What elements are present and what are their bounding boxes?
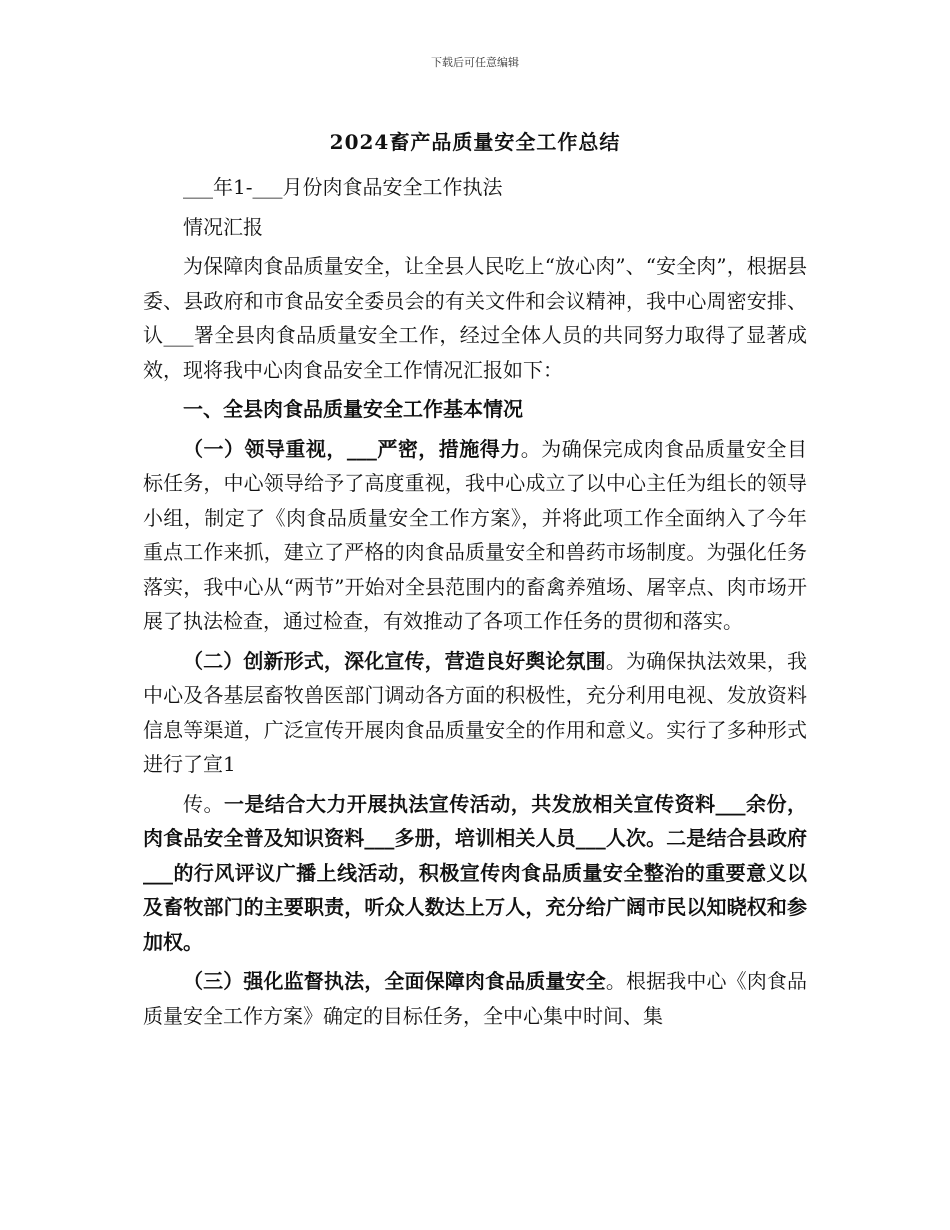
paragraph-1-lead: （一）领导重视，___严密，措施得力 <box>183 436 521 461</box>
intro-paragraph: 为保障肉食品质量安全，让全县人民吃上“放心肉”、“安全肉”，根据县委、县政府和市食品安全委员会的有关文件和会议精神，我中心周密安排、认___署全县肉食品质量安全工作，经过全体人员的共同努力取得了显著成效，现将我中心肉食品安全工作情况汇报如下： <box>143 254 807 382</box>
paragraph-2 <box>143 644 807 782</box>
subtitle-line-2: 情况汇报 <box>183 214 263 239</box>
paragraph-3 <box>143 787 807 960</box>
paragraph-2-lead: （二）创新形式，深化宣传，营造良好舆论氛围 <box>183 648 606 673</box>
section-1-heading: 一、全县肉食品质量安全工作基本情况 <box>183 397 523 421</box>
paragraph-3-bold: 一是结合大力开展执法宣传活动，共发放相关宣传资料___余份，肉食品安全普及知识资料___多册，培训相关人员___人次。二是结合县政府___的行风评议广播上线活动，积极宣传肉食品质量安全整治的重要意义以及畜牧部门的主要职责，听众人数达上万人，充分给广阔市民以知晓权和参加权。 <box>143 791 808 954</box>
paragraph-1 <box>143 432 807 639</box>
paragraph-1-text: 。为确保完成肉食品质量安全目标任务，中心领导给予了高度重视，我中心成立了以中心主任为组长的领导小组，制定了《肉食品质量安全工作方案》，并将此项工作全面纳入了今年重点工作来抓，建立了严格的肉食品质量安全和兽药市场制度。为强化任务落实，我中心从“两节”开始对全县范围内的畜禽养殖场、屠宰点、肉市场开展了执法检查，通过检查，有效推动了各项工作任务的贯彻和落实。 <box>143 436 808 633</box>
page-header-note: 下载后可任意编辑 <box>431 56 519 69</box>
document-title: 2024畜产品质量安全工作总结 <box>329 130 621 154</box>
paragraph-4-text: 。根据我中心《肉食品质量安全工作方案》确定的目标任务，全中心集中时间、集 <box>143 969 808 1028</box>
paragraph-3-lead: 传。 <box>183 791 224 816</box>
paragraph-4 <box>143 964 807 1033</box>
paragraph-2-text: 。为确保执法效果，我中心及各基层畜牧兽医部门调动各方面的积极性，充分利用电视、发放资料信息等渠道，广泛宣传开展肉食品质量安全的作用和意义。实行了多种形式进行了宣1 <box>143 648 808 776</box>
subtitle-line-1: ___年1-___月份肉食品安全工作执法 <box>183 175 503 199</box>
paragraph-4-lead: （三）强化监督执法，全面保障肉食品质量安全 <box>183 969 606 993</box>
document-body <box>143 170 807 1033</box>
